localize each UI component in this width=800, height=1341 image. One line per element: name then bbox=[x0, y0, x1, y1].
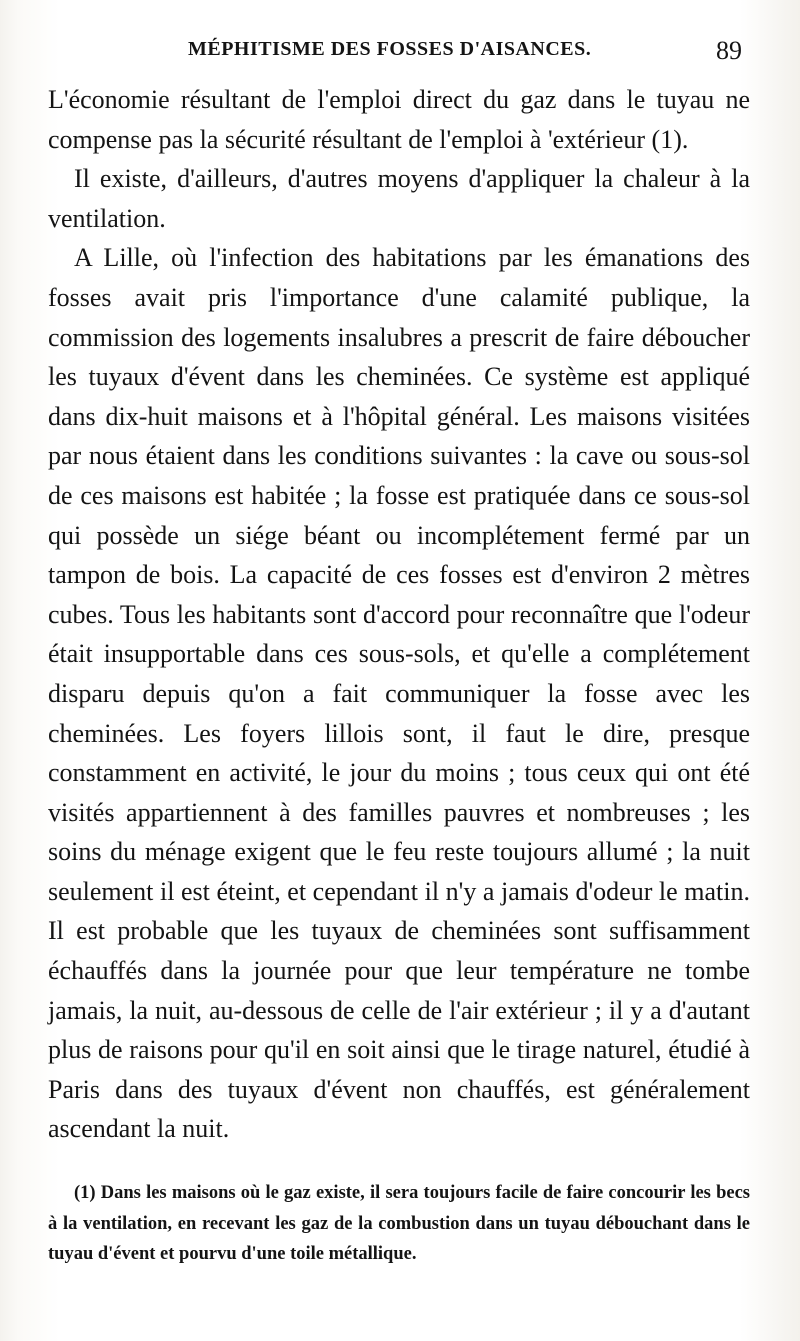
paragraph-3: A Lille, où l'infection des habitations par les émanations des fosses avait pris l'importance d'une calamité publique, la commission des logements insalubres a prescrit de faire déboucher les tuyaux d'évent dans les cheminées. Ce système est appliqué dans dix-huit maisons et à l'hôpital général. Les maisons visitées par nous étaient dans les conditions suivantes : la cave ou sous-sol de ces maisons est habitée ; la fosse est pratiquée dans ce sous-sol qui possède un siége béant ou incomplétement fermé par un tampon de bois. La capacité de ces fosses est d'environ 2 mètres cubes. Tous les habitants sont d'accord pour reconnaître que l'odeur était insupportable dans ces sous-sols, et qu'elle a complétement disparu depuis qu'on a fait communiquer la fosse avec les cheminées. Les foyers lillois sont, il faut le dire, presque constamment en activité, le jour du moins ; tous ceux qui ont été visités appartiennent à des familles pauvres et nombreuses ; les soins du ménage exigent que le feu reste toujours allumé ; la nuit seulement il est éteint, et cependant il n'y a jamais d'odeur le matin. Il est probable que les tuyaux de cheminées sont suffisamment échauffés dans la journée pour que leur température ne tombe jamais, la nuit, au-dessous de celle de l'air extérieur ; il y a d'autant plus de raisons pour qu'il en soit ainsi que le tirage naturel, étudié à Paris dans des tuyaux d'évent non chauffés, est généralement ascendant la nuit. bbox=[48, 243, 750, 1144]
footnote-text: (1) Dans les maisons où le gaz existe, il sera toujours facile de faire concourir les becs à la ventilation, en recevant les gaz de la combustion dans un tuyau débouchant dans le tuyau d'évent et pourvu d'une toile métallique. bbox=[48, 1183, 750, 1264]
paragraph-2: Il existe, d'ailleurs, d'autres moyens d'appliquer la chaleur à la ventilation. bbox=[48, 164, 750, 233]
footnote-reference: (1) bbox=[651, 124, 682, 154]
paragraph-1-text: L'économie résultant de l'emploi direct du gaz dans le tuyau ne compense pas la sécurité résultant de l'emploi à 'extérieur bbox=[48, 85, 750, 154]
paragraph-1 bbox=[48, 80, 750, 159]
paragraph-1-tail: . bbox=[681, 124, 689, 154]
running-head bbox=[60, 38, 740, 74]
page-number: 89 bbox=[716, 36, 742, 65]
footnote bbox=[48, 1178, 750, 1270]
body-text bbox=[48, 80, 750, 1149]
running-title: MÉPHITISME DES FOSSES D'AISANCES. bbox=[188, 38, 592, 60]
